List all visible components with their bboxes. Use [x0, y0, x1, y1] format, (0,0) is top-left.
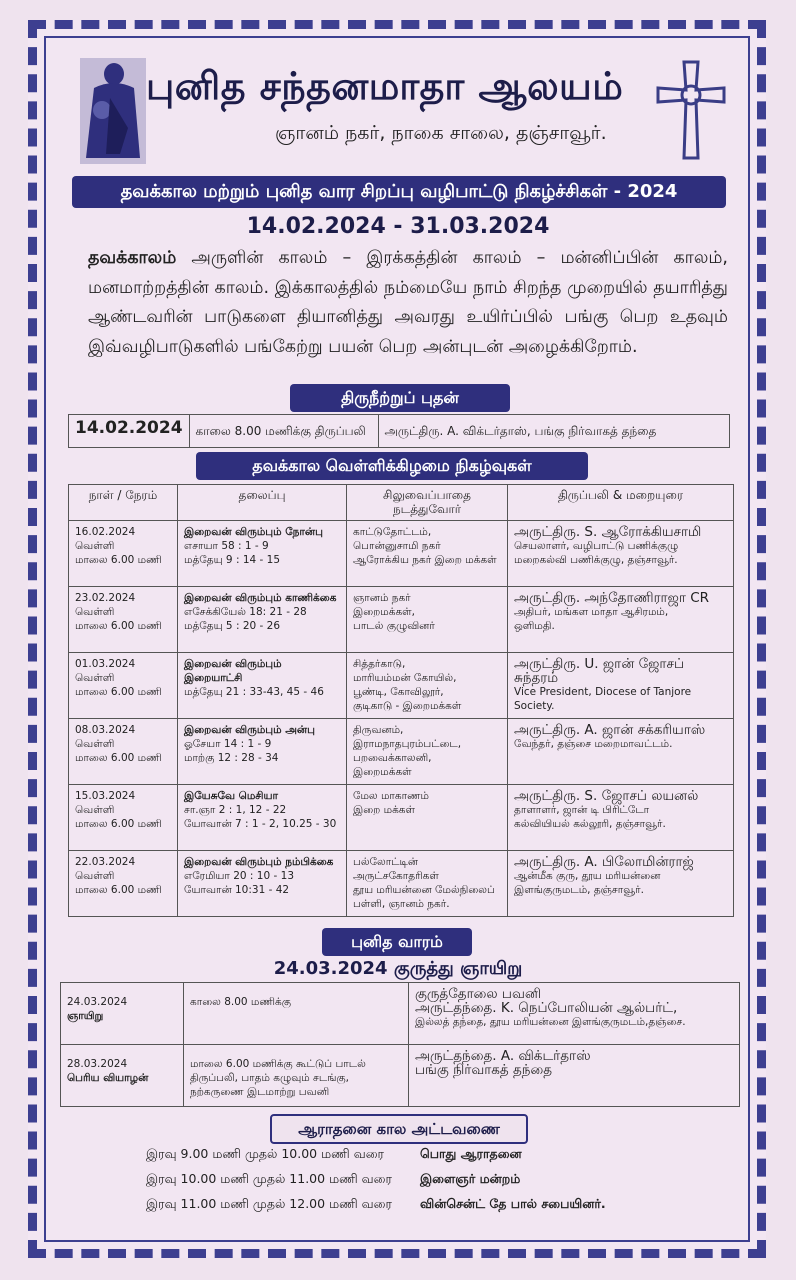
friday-way2: அருட்சகோதரிகள் — [353, 870, 439, 882]
holy-c2: அருட்தந்தை. K. நெப்போலியன் ஆல்பர்ட், — [415, 1000, 678, 1016]
holy-week-table — [60, 982, 740, 1107]
fridays-banner: தவக்கால வெள்ளிக்கிழமை நிகழ்வுகள் — [196, 452, 588, 480]
friday-way-cell — [347, 587, 508, 653]
holy-week-banner: புனித வாரம் — [322, 928, 472, 956]
intro-paragraph — [88, 244, 728, 362]
friday-way1: சித்தர்காடு, — [353, 658, 406, 670]
holy-date: 24.03.2024 — [67, 996, 128, 1008]
friday-way3: ஆரோக்கிய நகர் இறை மக்கள் — [353, 554, 497, 566]
friday-time: மாலை 6.00 மணி — [75, 818, 162, 830]
friday-role2: ஒளிமதி. — [514, 620, 555, 632]
holy-c1: அருட்தந்தை. A. விக்டர்தாஸ் — [415, 1048, 591, 1064]
holy-c3: இல்லத் தந்தை, தூய மரியன்னை இளங்குருமடம்,தஞ்சை. — [415, 1016, 686, 1028]
holy-desc2: திருப்பலி, பாதம் கழுவும் சடங்கு, — [190, 1072, 350, 1084]
friday-way4: இறைமக்கள் — [353, 766, 412, 778]
friday-priest: அருட்திரு. A. ஜான் சக்கரியாஸ் — [514, 722, 706, 738]
friday-mass-cell — [508, 521, 734, 587]
friday-day: வெள்ளி — [75, 606, 115, 618]
holy-c1: குருத்தோலை பவனி — [415, 986, 542, 1002]
friday-way1: ஞானம் நகர் — [353, 592, 411, 604]
main-banner: தவக்கால மற்றும் புனித வார சிறப்பு வழிபாட்டு நிகழ்ச்சிகள் - 2024 — [72, 176, 726, 208]
friday-time: மாலை 6.00 மணி — [75, 554, 162, 566]
friday-role1: அதிபர், மங்கள மாதா ஆசிரமம், — [514, 606, 669, 618]
date-range: 14.02.2024 - 31.03.2024 — [246, 214, 550, 239]
friday-time: மாலை 6.00 மணி — [75, 620, 162, 632]
holy-celebrant-cell — [409, 983, 740, 1045]
intro-text: அருளின் காலம் – இரக்கத்தின் காலம் – மன்னிப்பின் காலம், மனமாற்றத்தின் காலம். இக்காலத்தில் நம்மையே நாம் சிறந்த முறையில் தயாரித்து ஆண்டவரின் பாடுகளை தியானித்து அவரது உயிர்ப்பில் பங்கு பெற உதவும் இவ்வழிபாடுகளில் பங்கேற்று பயன் பெற அன்புடன் அழைக்கிறோம். — [88, 248, 728, 357]
friday-row — [69, 521, 734, 587]
friday-ref1: சா.ஞா 2 : 1, 12 - 22 — [184, 804, 287, 816]
col-header-date: நாள் / நேரம் — [69, 485, 178, 521]
friday-role2: இளங்குருமடம், தஞ்சாவூர். — [514, 884, 644, 896]
friday-ref1: ஓசேயா 14 : 1 - 9 — [184, 738, 272, 750]
friday-row — [69, 587, 734, 653]
friday-date: 22.03.2024 — [75, 856, 136, 868]
col-header-theme: தலைப்பு — [178, 485, 347, 521]
holy-date-cell — [61, 1045, 184, 1107]
holy-desc1: காலை 8.00 மணிக்கு — [190, 996, 291, 1008]
friday-ref1: எசேக்கியேல் 18: 21 - 28 — [184, 606, 307, 618]
friday-mass-cell — [508, 587, 734, 653]
friday-time: மாலை 6.00 மணி — [75, 686, 162, 698]
friday-theme-cell — [178, 521, 347, 587]
friday-way3: பூண்டி, கோவிலூர், — [353, 686, 444, 698]
friday-way3: பறவைக்காலனி, — [353, 752, 432, 764]
friday-mass-cell — [508, 851, 734, 917]
friday-day: வெள்ளி — [75, 870, 115, 882]
friday-way4: பள்ளி, ஞானம் நகர். — [353, 898, 450, 910]
friday-ref2: மத்தேயு 5 : 20 - 26 — [184, 620, 281, 632]
friday-date-cell — [69, 587, 178, 653]
adoration-group: வின்சென்ட் தே பால் சபையினர். — [420, 1196, 606, 1211]
friday-way1: பல்லோட்டின் — [353, 856, 419, 868]
friday-date-cell — [69, 719, 178, 785]
friday-priest: அருட்திரு. U. ஜான் ஜோசப் சுந்தரம் — [514, 656, 684, 686]
friday-way2: இறை மக்கள் — [353, 804, 415, 816]
friday-row — [69, 851, 734, 917]
friday-theme: இறைவன் விரும்பும் நம்பிக்கை — [184, 856, 334, 868]
friday-theme-cell — [178, 653, 347, 719]
friday-date: 15.03.2024 — [75, 790, 136, 802]
friday-row — [69, 653, 734, 719]
fridays-table — [68, 484, 734, 917]
friday-theme-cell — [178, 587, 347, 653]
adoration-time: இரவு 11.00 மணி முதல் 12.00 மணி வரை — [146, 1196, 392, 1211]
friday-way-cell — [347, 719, 508, 785]
friday-ref2: யோவான் 10:31 - 42 — [184, 884, 290, 896]
friday-way1: மேல மாகாணம் — [353, 790, 429, 802]
friday-ref2: மாற்கு 12 : 28 - 34 — [184, 752, 279, 764]
friday-ref1: எரேமியா 20 : 10 - 13 — [184, 870, 294, 882]
friday-day: வெள்ளி — [75, 804, 115, 816]
holy-date: 28.03.2024 — [67, 1058, 128, 1070]
col-header-mass: திருப்பலி & மறையுரை — [508, 485, 734, 521]
friday-way2: பொன்னுசாமி நகர் — [353, 540, 441, 552]
holy-desc-cell — [184, 1045, 409, 1107]
ash-celebrant: அருட்திரு. A. விக்டர்தாஸ், பங்கு நிர்வாகத் தந்தை — [378, 415, 729, 448]
friday-date: 08.03.2024 — [75, 724, 136, 736]
friday-mass-cell — [508, 653, 734, 719]
friday-role1: செயலாளர், வழிபாட்டு பணிக்குழு — [514, 540, 679, 552]
friday-way-cell — [347, 785, 508, 851]
friday-day: வெள்ளி — [75, 672, 115, 684]
holy-desc-cell — [184, 983, 409, 1045]
friday-theme-cell — [178, 719, 347, 785]
friday-day: வெள்ளி — [75, 738, 115, 750]
friday-date: 01.03.2024 — [75, 658, 136, 670]
holy-desc1: மாலை 6.00 மணிக்கு கூட்டுப் பாடல் — [190, 1058, 366, 1070]
friday-day: வெள்ளி — [75, 540, 115, 552]
friday-theme: இறைவன் விரும்பும் காணிக்கை — [184, 592, 337, 604]
adoration-time: இரவு 10.00 மணி முதல் 11.00 மணி வரை — [146, 1171, 392, 1186]
friday-theme: இறைவன் விரும்பும் நோன்பு — [184, 526, 323, 538]
friday-ref1: எசாயா 58 : 1 - 9 — [184, 540, 269, 552]
friday-date-cell — [69, 521, 178, 587]
friday-way2: இராமநாதபுரம்பட்டை, — [353, 738, 462, 750]
col-header-way: சிலுவைப்பாதை நடத்துவோர் — [347, 485, 508, 521]
friday-role2: மறைகல்வி பணிக்குழு, தஞ்சாவூர். — [514, 554, 678, 566]
friday-way-cell — [347, 851, 508, 917]
friday-ref2: யோவான் 7 : 1 - 2, 10.25 - 30 — [184, 818, 337, 830]
ash-time: காலை 8.00 மணிக்கு திருப்பலி — [189, 415, 378, 448]
cross-icon — [654, 58, 728, 162]
friday-theme: இறைவன் விரும்பும் இறையாட்சி — [184, 658, 282, 684]
friday-priest: அருட்திரு. S. ஜோசப் லயனல் — [514, 788, 699, 804]
friday-date: 16.02.2024 — [75, 526, 136, 538]
friday-role1: ஆன்மீக குரு, தூய மரியன்னை — [514, 870, 661, 882]
intro-lead: தவக்காலம் — [88, 248, 177, 268]
ash-wednesday-table — [68, 414, 730, 448]
holy-week-row — [61, 1045, 740, 1107]
friday-time: மாலை 6.00 மணி — [75, 884, 162, 896]
holy-celebrant-cell — [409, 1045, 740, 1107]
friday-way4: குடிகாடு - இறைமக்கள் — [353, 700, 462, 712]
friday-date: 23.02.2024 — [75, 592, 136, 604]
friday-way-cell — [347, 653, 508, 719]
holy-desc3: நற்கருணை இடமாற்று பவனி — [190, 1086, 330, 1098]
friday-date-cell — [69, 851, 178, 917]
friday-priest: அருட்திரு. அந்தோணிராஜா CR — [514, 590, 710, 606]
friday-way1: திருவனம், — [353, 724, 404, 736]
friday-row — [69, 785, 734, 851]
saint-image-icon — [80, 58, 146, 164]
friday-priest: அருட்திரு. A. பிலோமின்ராஜ் — [514, 854, 694, 870]
friday-date-cell — [69, 785, 178, 851]
friday-mass-cell — [508, 719, 734, 785]
church-title: புனித சந்தனமாதா ஆலயம் — [146, 64, 624, 108]
friday-ref1: மத்தேயு 21 : 33-43, 45 - 46 — [184, 686, 324, 698]
adoration-group: இளைஞர் மன்றம் — [420, 1171, 521, 1186]
friday-date-cell — [69, 653, 178, 719]
friday-priest: அருட்திரு. S. ஆரோக்கியசாமி — [514, 524, 702, 540]
friday-time: மாலை 6.00 மணி — [75, 752, 162, 764]
friday-role1: தாளாளர், ஜான் டி பிரிட்டோ — [514, 804, 650, 816]
adoration-group: பொது ஆராதனை — [420, 1146, 522, 1161]
friday-row — [69, 719, 734, 785]
holy-date-cell — [61, 983, 184, 1045]
friday-way3: பாடல் குழுவினர் — [353, 620, 435, 632]
church-address: ஞானம் நகர், நாகை சாலை, தஞ்சாவூர். — [275, 122, 607, 144]
friday-ref2: மத்தேயு 9 : 14 - 15 — [184, 554, 281, 566]
friday-role1: Vice President, Diocese of Tanjore Society. — [514, 686, 692, 712]
friday-role1: வேந்தர், தஞ்சை மறைமாவட்டம். — [514, 738, 673, 750]
holy-week-row — [61, 983, 740, 1045]
friday-way3: தூய மரியன்னை மேல்நிலைப் — [353, 884, 495, 896]
holy-day: பெரிய வியாழன் — [67, 1072, 149, 1084]
ash-wednesday-banner: திருநீற்றுப் புதன் — [290, 384, 510, 412]
friday-way2: மாரியம்மன் கோயில், — [353, 672, 457, 684]
adoration-time: இரவு 9.00 மணி முதல் 10.00 மணி வரை — [146, 1146, 384, 1161]
adoration-banner: ஆராதனை கால அட்டவணை — [270, 1114, 528, 1144]
friday-theme: இறைவன் விரும்பும் அன்பு — [184, 724, 315, 736]
friday-theme-cell — [178, 785, 347, 851]
friday-mass-cell — [508, 785, 734, 851]
ash-date: 14.02.2024 — [69, 415, 190, 448]
friday-way2: இறைமக்கள், — [353, 606, 415, 618]
holy-c2: பங்கு நிர்வாகத் தந்தை — [415, 1062, 553, 1078]
palm-sunday-heading: 24.03.2024 குருத்து ஞாயிறு — [273, 958, 523, 979]
friday-theme: இயேசுவே மெசியா — [184, 790, 279, 802]
friday-theme-cell — [178, 851, 347, 917]
friday-way-cell — [347, 521, 508, 587]
friday-role2: கல்வியியல் கல்லூரி, தஞ்சாவூர். — [514, 818, 666, 830]
holy-day: ஞாயிறு — [67, 1010, 104, 1022]
friday-way1: காட்டுதோட்டம், — [353, 526, 432, 538]
